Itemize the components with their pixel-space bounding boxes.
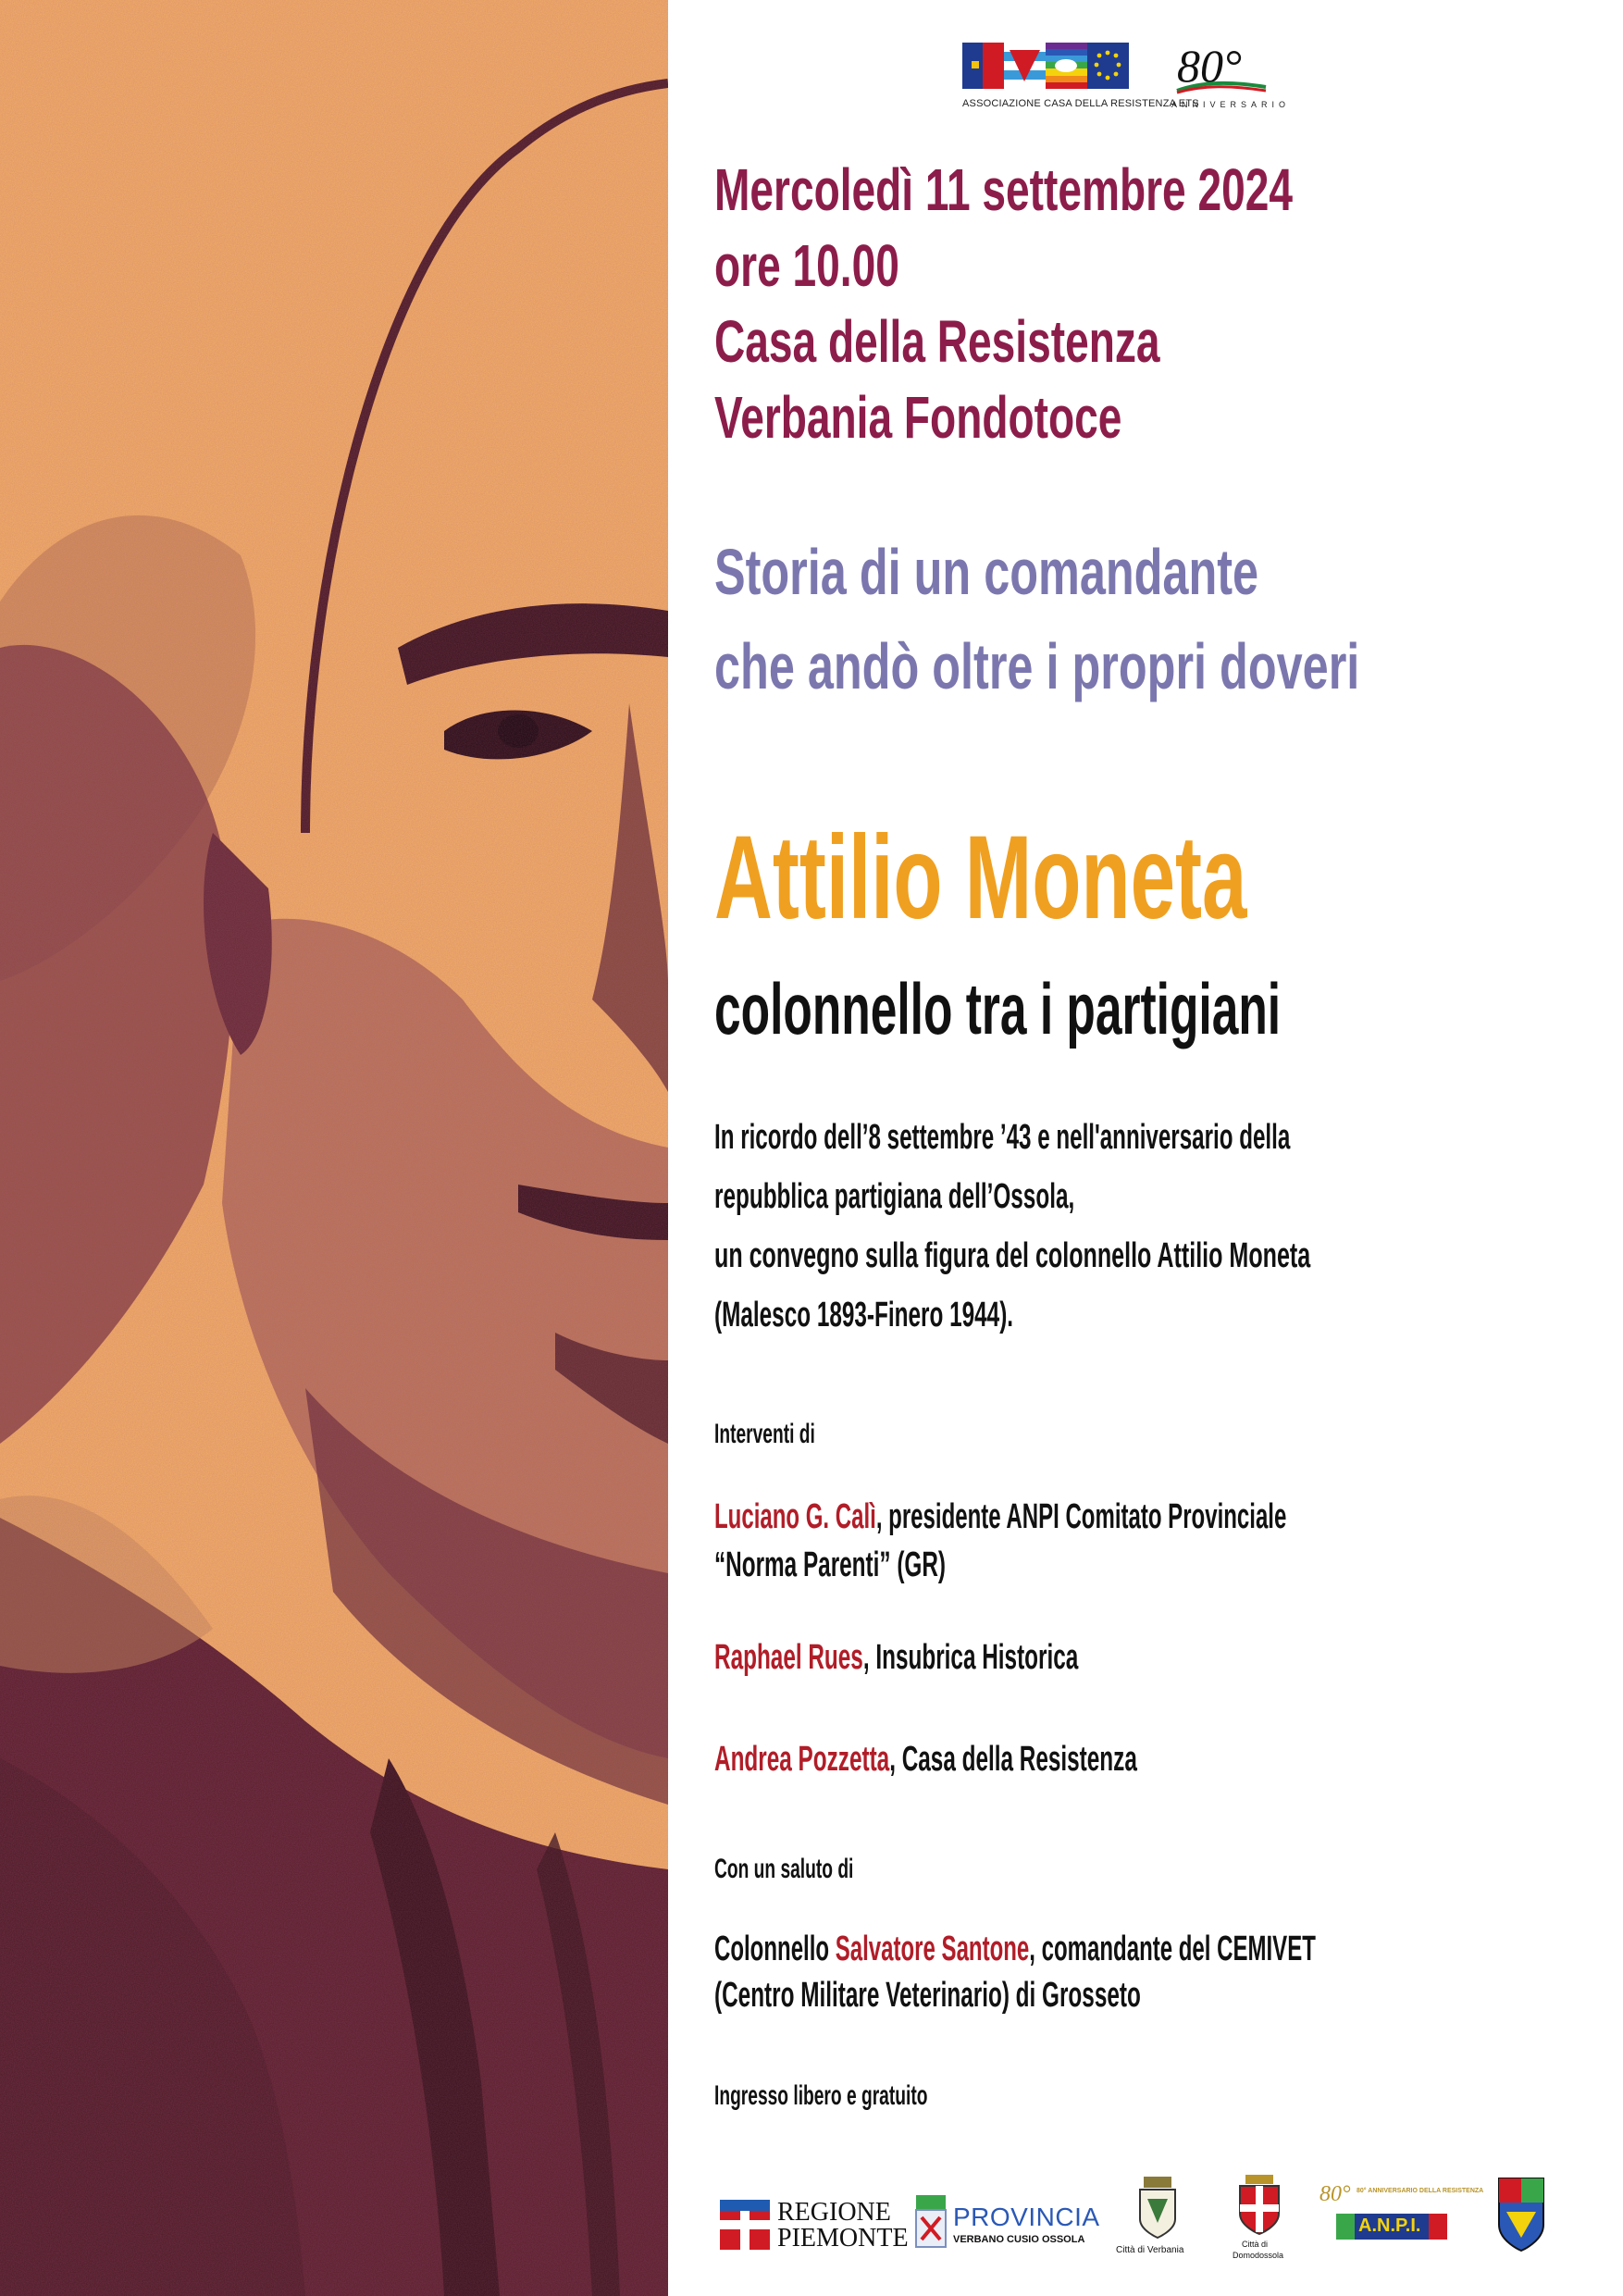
provincia-line-2: VERBANO CUSIO OSSOLA	[953, 2234, 1085, 2245]
greeting-role: , comandante del CEMIVET	[1029, 1930, 1316, 1968]
verbania-label: Città di Verbania	[1116, 2245, 1184, 2255]
speaker-name: Raphael Rues	[714, 1638, 863, 1677]
portrait-image	[0, 0, 668, 2296]
intro-line-1: In ricordo dell’8 settembre ’43 e nell'anniversario della	[714, 1118, 1291, 1157]
flag-icon	[962, 43, 1004, 89]
story-line-1: Storia di un comandante	[714, 536, 1259, 608]
domodossola-crest-icon	[1236, 2175, 1282, 2236]
association-label: ASSOCIAZIONE CASA DELLA RESISTENZA ETS	[962, 98, 1199, 109]
anniversary-number: 80°	[1177, 40, 1242, 92]
military-crest-icon	[1493, 2175, 1549, 2254]
event-place: Verbania Fondotoce	[714, 384, 1122, 451]
greeting-line-1	[714, 1930, 1316, 1969]
domodossola-logo	[1229, 2175, 1294, 2267]
military-crest-logo	[1493, 2175, 1558, 2258]
intro-line-4: (Malesco 1893-Finero 1944).	[714, 1296, 1014, 1334]
story-line-2: che andò oltre i propri doveri	[714, 630, 1360, 702]
speaker-1-role-line-2: “Norma Parenti” (GR)	[714, 1545, 946, 1584]
provincia-crest-icon	[912, 2195, 949, 2249]
anpi-label: A.N.P.I.	[1358, 2215, 1421, 2236]
speaker-name: Luciano G. Calì	[714, 1497, 876, 1536]
speaker-2	[714, 1638, 1078, 1678]
association-flags	[962, 43, 1129, 89]
regione-piemonte-logo	[718, 2198, 909, 2253]
peace-flag-icon	[1046, 43, 1087, 89]
anpi-logo	[1319, 2182, 1484, 2256]
verbania-logo	[1116, 2177, 1199, 2265]
verbania-crest-icon	[1134, 2177, 1181, 2241]
domodossola-line-1: Città di	[1242, 2240, 1269, 2249]
event-time: ore 10.00	[714, 232, 899, 299]
entry-note: Ingresso libero e gratuito	[714, 2080, 928, 2111]
greeting-heading: Con un saluto di	[714, 1854, 854, 1884]
domodossola-line-2: Domodossola	[1233, 2251, 1284, 2260]
greeting-name: Salvatore Santone	[835, 1930, 1030, 1968]
regione-line-1: REGIONE	[777, 2198, 891, 2227]
event-venue: Casa della Resistenza	[714, 308, 1160, 375]
header-logos	[962, 40, 1291, 117]
speaker-role: , Insubrica Historica	[862, 1638, 1079, 1677]
speaker-role: , Casa della Resistenza	[889, 1740, 1137, 1779]
anniversary-label: ANNIVERSARIO	[1171, 100, 1291, 109]
greeting-line-2: (Centro Militare Veterinario) di Grosseto	[714, 1976, 1141, 2015]
person-subtitle: colonnello tra i partigiani	[714, 968, 1282, 1049]
footer-logos	[718, 2175, 1569, 2267]
speaker-role: , presidente ANPI Comitato Provinciale	[875, 1497, 1287, 1536]
anpi-bar	[1336, 2214, 1447, 2240]
anpi-banner: 80° ANNIVERSARIO DELLA RESISTENZA	[1357, 2188, 1484, 2194]
speaker-name: Andrea Pozzetta	[714, 1740, 890, 1779]
intro-line-3: un convegno sulla figura del colonnello Attilio Moneta	[714, 1236, 1311, 1275]
speaker-1	[714, 1497, 1286, 1537]
regione-line-2: PIEMONTE	[777, 2224, 909, 2253]
person-name: Attilio Moneta	[714, 812, 1247, 944]
piemonte-shield-icon	[718, 2198, 772, 2252]
greeting-prefix: Colonnello	[714, 1930, 836, 1968]
eu-flag-icon	[1087, 43, 1129, 89]
event-date: Mercoledì 11 settembre 2024	[714, 156, 1293, 223]
triangle-flag-icon	[1004, 43, 1046, 89]
provincia-line-1: PROVINCIA	[953, 2203, 1100, 2231]
intro-line-2: repubblica partigiana dell’Ossola,	[714, 1177, 1075, 1216]
anpi-80-badge-icon: 80°	[1319, 2182, 1351, 2206]
swoosh-icon	[1175, 80, 1268, 94]
speakers-heading: Interventi di	[714, 1419, 815, 1449]
speaker-3	[714, 1740, 1137, 1780]
provincia-logo	[912, 2195, 1100, 2260]
